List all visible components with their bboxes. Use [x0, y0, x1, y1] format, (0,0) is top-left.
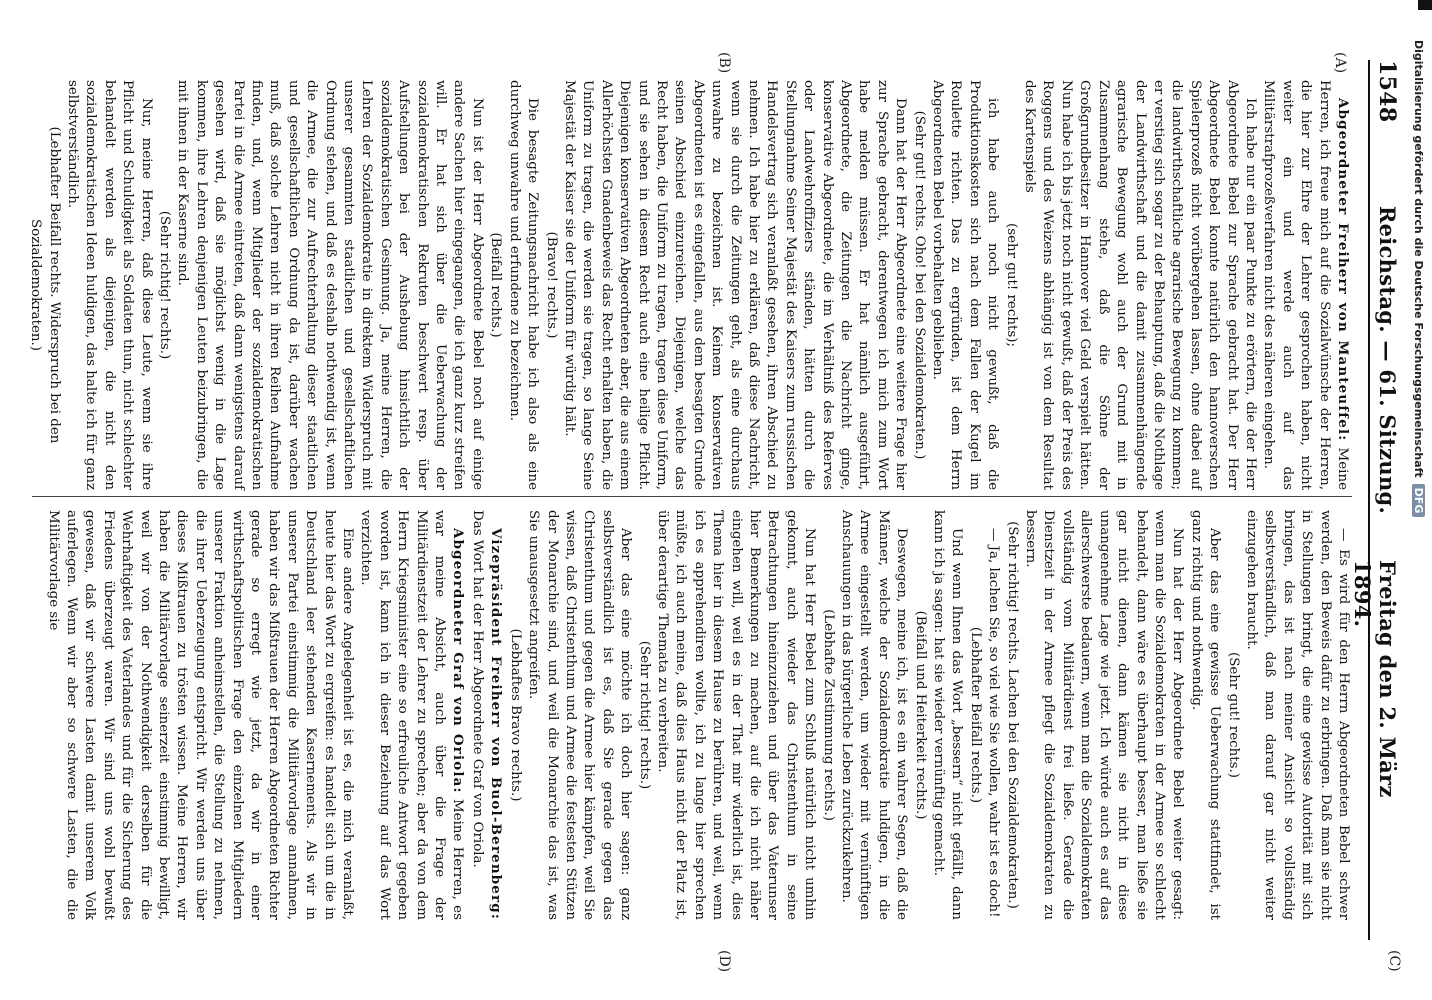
paragraph [43, 510, 356, 920]
paragraph-text: Dann hat der Herr Abgeordnete eine weitere Frage hier zur Sprache gebracht, derentwegen ich mich zum Wort habe melden müssen. Er hat nämlich ausgeführt, Abgeordnete, die Zeitungen die Nachricht ginge, konservative Abgeordnete, die im Verhältniß des Referves oder Landwehroffiziers ständen, hätten durch die Stellungnahme Seiner Majestät des Kaisers zum russischen Handelsvertrag sich veranlaßt gesehen, ihren Abschied zu nehmen. Ich habe hier zu erklären, daß diese Nachricht, wenn sie durch die Zeitungen geht, als eine durchaus unwahre zu bezeichnen ist. Keinem konservativen Abgeordneten ist es eingefallen, aus dem besagten Grunde seinen Abschied einzureichen. Diejenigen, welche das Recht haben, die Uniform zu tragen, tragen diese Uniform, und sie sehen in diesem Recht auch eine heilige Pflicht. Diejenigen konservativen Abgeordneten aber, die aus einem Allerhöchsten Gnadenbeweis das Recht erhalten haben, die Uniform zu tragen, die werden sie tragen, so lange Seine Majestät der Kaiser sie der Uniform für würdig hält. [561, 80, 909, 490]
paragraph-text: Ich habe nur ein paar Punkte zu erörtern, die der Herr Abgeordnete Bebel zur Sprache gebracht hat. Der Herr Abgeordnete Bebel konnte natürlich den hannoverschen Spielerprozeß nicht vorübergehen lassen, ohne dabei auf die landwirthschaftliche agrarische Bewegung zu kommen; er verstieg sich sogar zu der Behauptung, daß die Nothlage der Landwirthschaft und die damit zusammenhängende agrarische Bewegung wohl auch der Grund mit in Zusammenhang stehe, daß die Söhne der Großgrundbesitzer in Hannover viel Geld verspielt hätten. Nun habe ich bis jetzt noch nicht gewußt, daß der Preis des Roggens und des Weizens abhängig ist von dem Resultat des Kartenspiels [1022, 80, 1258, 490]
paragraph [468, 510, 506, 920]
paragraph-text: Meine Herren, ich freue mich auf die Sozialwünsche der Herren, die hier zur Ehre der Lehrer gesprochen haben, nicht weiter ein und werde auch auf das Militärstrafprozeßverfahren nicht des näheren eingehen. [1261, 80, 1350, 490]
paragraph [504, 80, 541, 490]
stage-direction: (Beifall und Heiterkeit rechts.) [912, 610, 928, 820]
speaker-name: Vizepräsident Freiherr von Buol-Berenberg: [488, 528, 505, 920]
scan-edge-mark [1418, 0, 1432, 10]
paragraph [1020, 80, 1259, 490]
paragraph [173, 80, 486, 490]
digitization-credit-text: Digitalisierung gefördert durch die Deutsche Forschungsgemeinschaft [1412, 40, 1425, 478]
paragraph-text: ich habe auch noch nicht gewußt, daß die Produktionskosten sich nach dem Fallen der Kugel im Roulette richten. Das zu ergründen, ist dem Herrn Abgeordneten Bebel vorbehalten geblieben. [930, 80, 1001, 490]
left-column [28, 80, 1352, 490]
digitization-credit [1403, 40, 1425, 1000]
paragraph-text: Meine Herren, es war meine Absicht, auch über die Frage der Militärdienstzeit der Lehrer zu sprechen; aber da von dem Herrn Kriegsminister eine so erfreuliche Antwort gegeben worden ist, kann ich in dieser Beziehung auf das Wort verzichten. [358, 510, 466, 920]
margin-mark-a: (A) [1332, 52, 1348, 74]
speaker-name: Abgeordneter Graf von Oriola: [450, 528, 467, 794]
stage-direction: (Lebhafter Beifall rechts. Widerspruch bei den Sozialdemokraten.) [28, 126, 62, 444]
paragraph [837, 510, 911, 920]
paragraph-text: Deswegen, meine ich, ist es ein wahrer Segen, daß die Männer, welche der Sozialdemokratie huldigen, in die Armee eingestellt werden, um wieder mit vernünftigen Anschauungen in das bürgerliche Leben zurückzukehren. [839, 510, 910, 920]
paragraph [928, 80, 1002, 490]
margin-mark-b: (B) [716, 52, 732, 74]
paragraph-text: Und wenn Ihnen das Wort „bessern“ nicht gefällt, dann kann ich ja sagen: hat sie wieder vernünftig gemacht. [931, 510, 965, 920]
paragraph-text: Nun hat Herr Bebel zum Schluß natürlich nicht umhin gekonnt, auch wieder das Christenthum in seine Betrachtungen hineinzuziehen und über das Vaterunser hier Bemerkungen zu machen, auf die ich nicht näher eingehen will, weil es in der That mir widerlich ist, dies Thema hier in diesem Hause zu berühren, und weil, wenn ich es apprehendiren wollte, ich zu lange hier sprechen müßte, ich auch meine, daß dies Haus nicht der Platz ist, über derartige Themata zu verbreiten. [654, 510, 818, 920]
paragraph [560, 80, 910, 490]
paragraph [1242, 510, 1352, 920]
stage-direction: (Sehr gut! rechts.) [1225, 651, 1241, 778]
paragraph-text: Nur, meine Herren, daß diese Leute, wenn sie ihre Pflicht und Schuldigkeit als Soldaten thun, nicht schlechter behandelt werden als diejenigen, die nicht den sozialdemokratischen Ideen huldigen, das halte ich für ganz selbstverständlich. [64, 80, 154, 490]
stage-direction: (Lebhafter Beifall rechts.) [967, 626, 983, 804]
paragraph-text: — Es wird für den Herrn Abgeordneten Bebel schwer werden, den Beweis dafür zu erbringen. Daß man sie nicht in Stellungen bringt, die eine gewisse Autorität mit sich bringen, das ist nach meiner Ansicht so vollständig selbstverständlich, daß man darauf gar nicht weiter einzugehen braucht. [1243, 510, 1351, 920]
stage-direction: (Lebhafte Zustimmung rechts.) [820, 609, 836, 821]
margin-mark-c: (C) [1386, 950, 1402, 972]
paragraph-text: Aber das eine gewisse Ueberwachung stattfindet, ist ganz richtig und nothwendig. [1188, 510, 1223, 920]
margin-mark-d: (D) [716, 950, 732, 973]
stage-direction: (sehr gut! rechts); [1003, 223, 1019, 347]
stage-direction: (Sehr richtig! rechts.) [157, 210, 172, 360]
paragraph [524, 510, 634, 920]
stage-direction: (Beifall rechts.) [488, 232, 504, 338]
right-column [32, 510, 1352, 920]
paragraph-text: Die besagte Zeitungsnachricht habe ich also als eine durchweg unwahre und erfundene zu bezeichnen. [506, 80, 541, 490]
stage-direction: (Sehr gut! rechts. Oho! bei den Sozialdemokraten.) [911, 110, 927, 460]
header-rule [1368, 60, 1370, 940]
paragraph [1186, 510, 1223, 920]
paragraph [1259, 80, 1352, 490]
paragraph [653, 510, 819, 920]
paragraph [63, 80, 155, 490]
paragraph [984, 510, 1002, 920]
paragraph-text: Eine andere Angelegenheit ist es, die mich veranlaßt, heute hier das Wort zu ergreifen: es handelt sich um die in Deutschland leer stehenden Kasernements. Als wir in unserer Partei einstimmig die Militärvorlage annahmen, haben wir das Mißtrauen der Herren Abgeordneten Richter gerade so erregt wie jetzt, da wir in einer wirthschaftspolitischen Frage den einzelnen Mitgliedern unserer Fraktion anheimstellen, die Stellung zu nehmen, die ihrer Ueberzeugung entspricht. Wir werden uns über dieses Mißtrauen zu trösten wissen. Meine Herren, wir haben die Militärvorlage seinerzeit einstimmig bewilligt, weil wir von der Nothwendigkeit derselben für die Wehrhaftigkeit des Vaterlandes und für die Sicherung des Friedens überzeugt waren. Wir sind uns wohl bewußt gewesen, daß wir schwere Lasten damit unserem Volk auferlegen. Wenn wir aber so schwere Lasten, die die Militärvorlage sie [45, 510, 356, 920]
page-number: 1548 [1374, 60, 1400, 123]
stage-direction: (Sehr richtig! rechts.) [636, 640, 652, 790]
running-head [1350, 60, 1400, 940]
paragraph-text: — Ja, lachen Sie, so viel wie Sie wollen, wahr ist es doch! [986, 528, 1002, 918]
stage-direction: (Bravo! rechts.) [543, 231, 559, 339]
session-title: Reichstag. — 61. Sitzung. [1375, 205, 1400, 515]
paragraph [1021, 510, 1187, 920]
paragraph [929, 510, 966, 920]
stage-direction: (Sehr richtig! rechts. Lachen bei den Sozialdemokraten.) [1004, 521, 1020, 909]
speaker-name: Abgeordneter Freiherr von Manteuffel: [1335, 98, 1351, 442]
dfg-logo: DFG [1412, 484, 1425, 518]
paragraph-text: Das Wort hat der Herr Abgeordnete Graf von Oriola. [469, 510, 485, 868]
paragraph [356, 510, 467, 920]
stage-direction: (Lebhaftes Bravo rechts.) [507, 628, 523, 802]
column-divider [32, 496, 1352, 497]
session-date: Freitag den 2. März 1894. [1350, 560, 1400, 798]
paragraph-text: Nun hat der Herr Abgeordnete Bebel weiter gesagt: wenn man die Sozialdemokraten in der Armee so schlecht behandelt, dann wäre es überhaupt besser, man ließe sie gar nicht dienen, dann kämen sie nicht in diese unangenehme Lage wie jetzt. Ich würde auch es auf das allerschwerste bedauern, wenn man die Sozialdemokraten vollständig vom Militärdienst frei ließe. Gerade die Dienstzeit in der Armee pflegt die Sozialdemokraten zu bessern. [1023, 510, 1186, 920]
paragraph-text: Aber das eine möchte ich doch hier sagen: ganz selbstverständlich ist es, daß Sie gerade gegen das Christenthum und gegen die Armee hier kämpfen, weil Sie wissen, daß Christenthum und Armee die festesten Stützen der Monarchie sind, und weil die Monarchie das ist, was Sie unausgesetzt angreifen. [526, 510, 634, 920]
paragraph-text: Nun ist der Herr Abgeordnete Bebel noch auf einige andere Sachen hier eingegangen, die ich ganz kurz streifen will. Er hat sich über die Ueberwachung der sozialdemokratischen Rekruten beschwert resp. über Aufstellungen bei der Aushebung hinsichtlich der sozialdemokratischen Gesinnung. Ja, meine Herren, die Lehren der Sozialdemokratie in direktem Widerspruch mit unserer gesammten staatlichen und gesellschaftlichen Ordnung stehen, und daß es deshalb nothwendig ist, wenn die Armee, die zur Aufrechterhaltung dieser staatlichen und gesellschaftlichen Ordnung da ist, darüber wachen muß, daß solche Lehren nicht in ihren Reihen Aufnahme finden, und, wenn Mitglieder der sozialdemokratischen Partei in die Armee eintreten, daß dann wenigstens darauf gesehen wird, daß sie möglichst wenig in die Lage kommen, ihre Lehren denjenigen Leuten beizubringen, die mit ihnen in der Kaserne sind. [175, 80, 485, 490]
